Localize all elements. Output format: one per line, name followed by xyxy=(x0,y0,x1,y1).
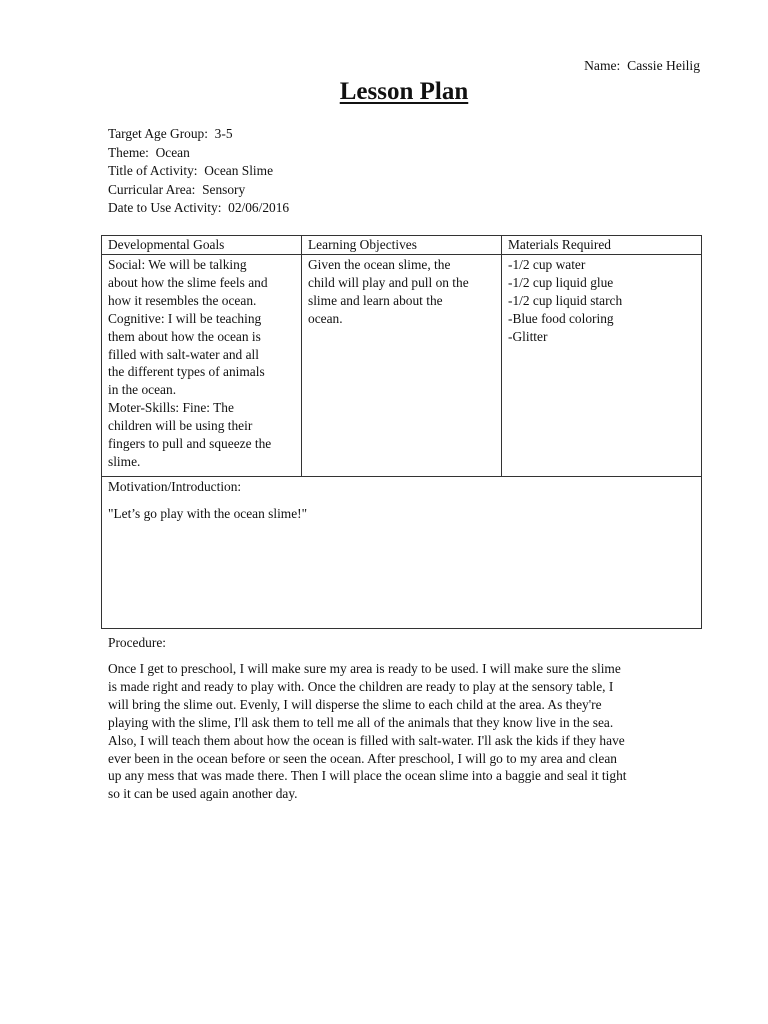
procedure-text xyxy=(108,660,708,803)
motivation-label: Motivation/Introduction: xyxy=(108,479,242,494)
material-item: -1/2 cup water xyxy=(508,257,586,272)
goals-line: the different types of animals xyxy=(108,364,265,380)
developmental-goals-cell xyxy=(102,255,302,477)
header-developmental-goals: Developmental Goals xyxy=(102,236,302,255)
learning-objectives-cell xyxy=(302,255,502,477)
goals-line: Moter-Skills: Fine: The xyxy=(108,400,234,416)
procedure-line: will bring the slime out. Evenly, I will disperse the slime to each child at the area. As they're xyxy=(108,696,602,712)
procedure-label: Procedure: xyxy=(108,635,167,650)
goals-line: filled with salt-water and all xyxy=(108,346,259,362)
goals-line: slime. xyxy=(108,453,141,469)
goals-line: how it resembles the ocean. xyxy=(108,292,257,308)
material-item: -Glitter xyxy=(508,328,548,344)
materials-required-cell xyxy=(502,255,702,477)
procedure-line: playing with the slime, I'll ask them to tell me all of the animals that they know live in the sea. xyxy=(108,714,614,730)
material-item: -Blue food coloring xyxy=(508,310,614,326)
objectives-line: child will play and pull on the xyxy=(308,274,469,290)
objectives-line: Given the ocean slime, the xyxy=(308,257,451,272)
goals-line: children will be using their xyxy=(108,418,253,434)
header-learning-objectives: Learning Objectives xyxy=(302,236,502,255)
goals-line: fingers to pull and squeeze the xyxy=(108,436,272,452)
goals-line: in the ocean. xyxy=(108,382,177,398)
page-title: Lesson Plan xyxy=(339,78,469,105)
material-item: -1/2 cup liquid glue xyxy=(508,274,614,290)
objectives-line: ocean. xyxy=(308,310,343,326)
goals-line: them about how the ocean is xyxy=(108,328,261,344)
goals-line: about how the slime feels and xyxy=(108,274,268,290)
activity-date: Date to Use Activity: 02/06/2016 xyxy=(108,200,290,215)
header-materials-required: Materials Required xyxy=(502,236,702,255)
motivation-quote: "Let’s go play with the ocean slime!" xyxy=(108,505,308,521)
procedure-line: so it can be used again another day. xyxy=(108,786,298,802)
target-age-group: Target Age Group: 3-5 xyxy=(108,126,233,141)
author-name: Name: Cassie Heilig xyxy=(584,58,700,73)
goals-line: Social: We will be talking xyxy=(108,257,247,272)
objectives-line: slime and learn about the xyxy=(308,292,443,308)
procedure-line: up any mess that was made there. Then I will place the ocean slime into a baggie and seal it tight xyxy=(108,768,627,784)
procedure-line: is made right and ready to play with. Once the children are ready to play at the sensory table, I xyxy=(108,678,614,694)
theme: Theme: Ocean xyxy=(108,144,190,160)
activity-title: Title of Activity: Ocean Slime xyxy=(108,163,274,178)
procedure-line: Also, I will teach them about how the ocean is filled with salt-water. I'll ask the kids if they have xyxy=(108,732,625,748)
material-item: -1/2 cup liquid starch xyxy=(508,292,623,308)
activity-details xyxy=(108,125,289,218)
procedure-line: Once I get to preschool, I will make sure my area is ready to be used. I will make sure the slime xyxy=(108,661,621,676)
curricular-area: Curricular Area: Sensory xyxy=(108,181,246,197)
lesson-plan-table xyxy=(101,235,702,629)
motivation-cell xyxy=(102,477,702,629)
procedure-line: ever been in the ocean before or seen the ocean. After preschool, I will go to my area and clean xyxy=(108,750,617,766)
goals-line: Cognitive: I will be teaching xyxy=(108,310,262,326)
